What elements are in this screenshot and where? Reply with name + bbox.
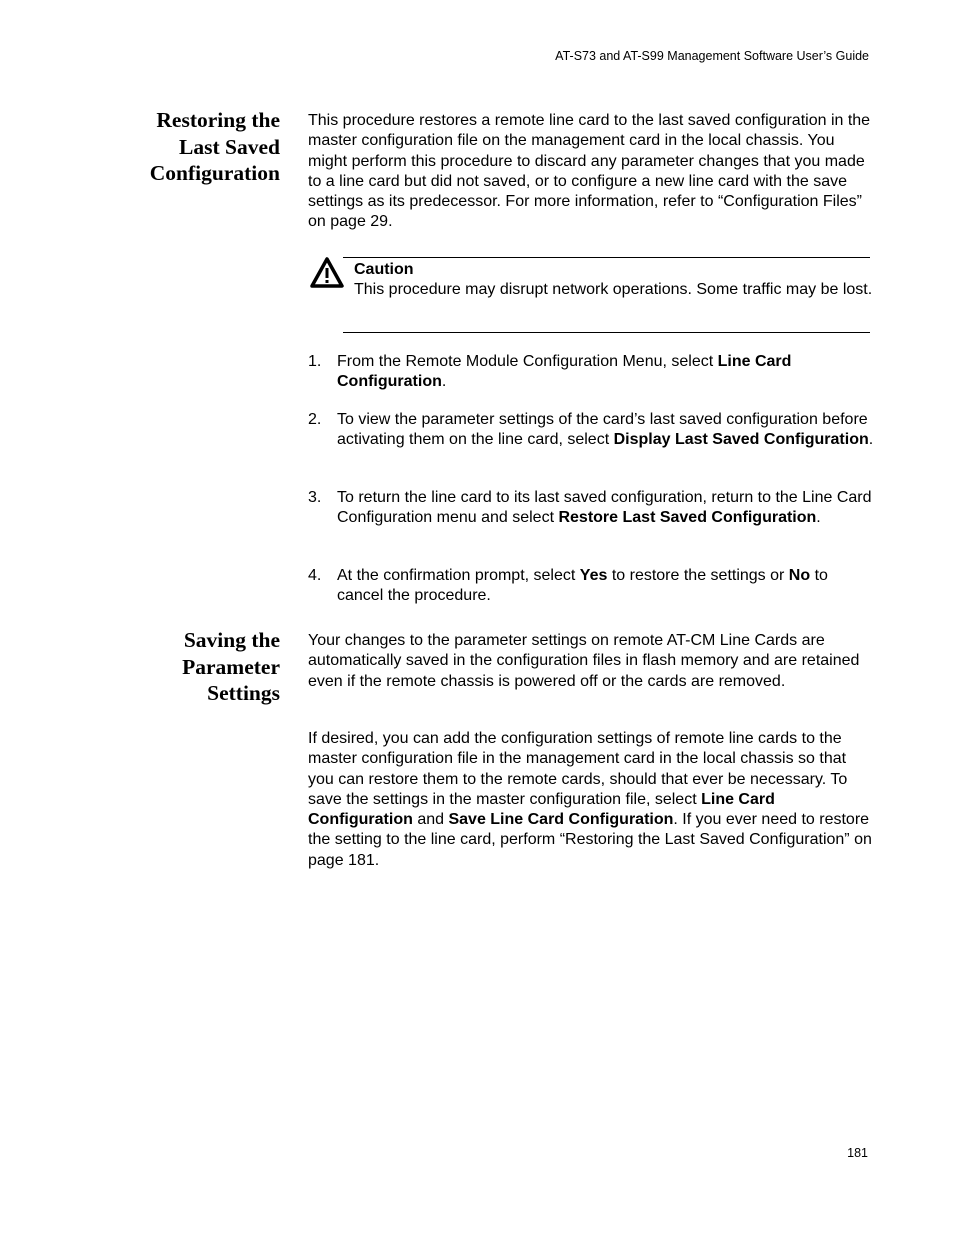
step-2 <box>308 410 874 451</box>
caution-box <box>308 257 873 332</box>
step-number: 2. <box>308 411 322 428</box>
step-1 <box>308 352 874 393</box>
intro-paragraph: This procedure restores a remote line card to the last saved configuration in the master configuration file on the management card in the local chassis. You might perform this procedure to discard any parameter changes that you made to a line card but did not saved, or to configure a new line card with the save settings as its predecessor. For more information, refer to “Configuration Files” on page 29. <box>308 112 871 231</box>
option-no: No <box>788 567 811 584</box>
divider <box>343 332 870 333</box>
step-text: From the Remote Module Configuration Menu, select <box>337 353 718 370</box>
step-number: 4. <box>308 567 322 584</box>
caution-title: Caution <box>354 261 414 278</box>
text: If desired, you can add the configuration settings of remote line cards to the master configuration file in the management card in the local chassis so that you can restore them to the remote cards, should that ever be necessary. To save the settings in the master configuration file, select <box>308 730 848 808</box>
step-text: to restore the settings or <box>607 567 789 584</box>
step-text: to cancel the procedure. <box>337 567 828 605</box>
heading-line: Restoring the <box>156 108 280 132</box>
heading-line: Parameter <box>182 654 280 679</box>
section-heading-saving <box>182 627 280 707</box>
step-4 <box>308 566 874 607</box>
step-text: At the confirmation prompt, select <box>337 567 580 584</box>
menu-option: Display Last Saved Configuration <box>613 431 869 449</box>
option-yes: Yes <box>579 567 608 584</box>
heading-line: Saving the <box>183 628 280 652</box>
step-number: 1. <box>308 353 322 370</box>
heading-line: Last Saved <box>179 134 280 159</box>
menu-option: Save Line Card Configuration <box>448 811 674 829</box>
step-text: . <box>868 431 874 449</box>
menu-option: Restore Last Saved Configuration <box>558 509 817 527</box>
step-text: To return the line card to its last saved configuration, return to the Line Card Configuration menu and select <box>337 489 872 527</box>
step-3 <box>308 488 874 529</box>
running-header: AT-S73 and AT-S99 Management Software User’s Guide <box>555 49 869 63</box>
step-text: . <box>441 373 447 391</box>
caution-text: This procedure may disrupt network operations. Some traffic may be lost. <box>354 281 873 299</box>
text: and <box>412 811 449 829</box>
heading-line: Settings <box>207 681 280 705</box>
menu-option: Line Card Configuration <box>308 790 775 829</box>
menu-option: Line Card Configuration <box>337 353 792 391</box>
step-text: . <box>816 509 821 527</box>
divider <box>343 257 870 258</box>
page-number: 181 <box>847 1146 868 1160</box>
step-number: 3. <box>308 489 322 506</box>
text: . If you ever need to restore the setting to the line card, perform “Restoring the Last Saved Configuration” on page 181. <box>308 811 872 869</box>
step-text: To view the parameter settings of the card’s last saved configuration before activating them on the line card, select <box>337 411 868 449</box>
warning-triangle-icon <box>310 257 344 288</box>
section-heading-restoring <box>150 107 280 187</box>
saving-paragraph-1: Your changes to the parameter settings on remote AT-CM Line Cards are automatically saved in the configuration files in flash memory and are retained even if the remote chassis is powered off or the cards are removed. <box>308 632 860 690</box>
saving-paragraph-2 <box>308 729 874 871</box>
heading-line: Configuration <box>149 161 280 185</box>
